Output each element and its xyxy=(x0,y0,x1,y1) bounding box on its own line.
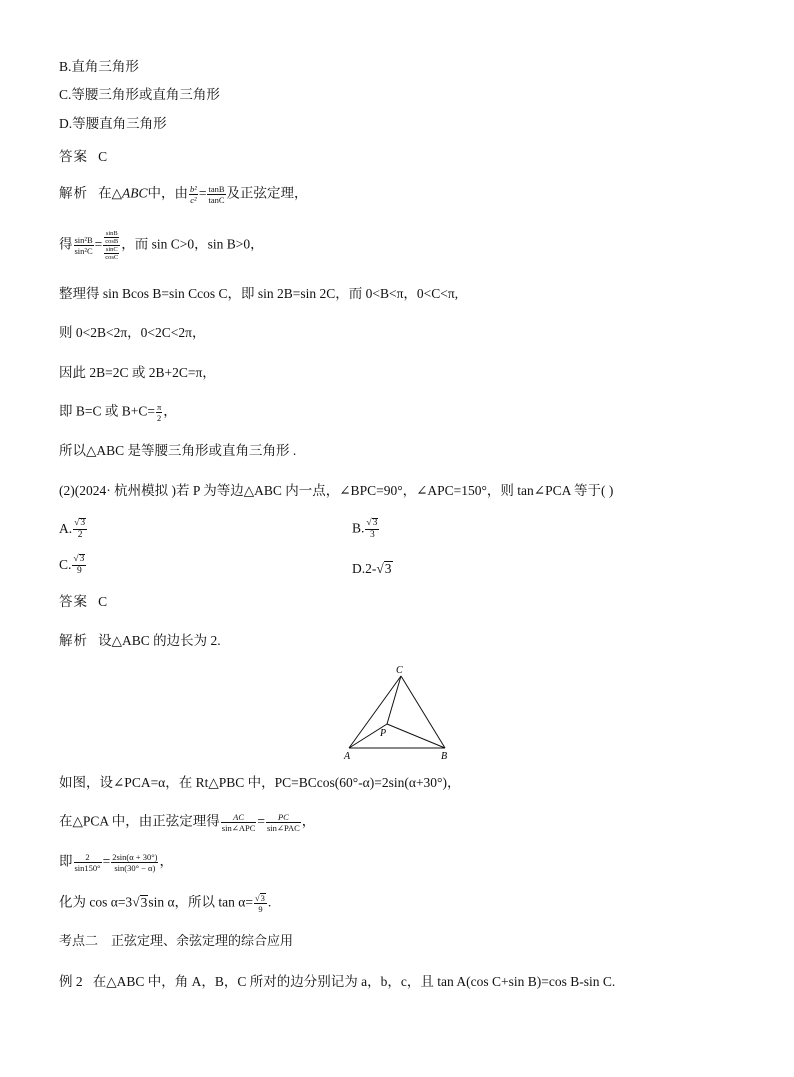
answer-value: C xyxy=(98,149,108,164)
vertex-label-b: B xyxy=(441,751,448,762)
example-label: 例 2 xyxy=(59,974,83,989)
text: 中，由 xyxy=(147,185,189,201)
fraction: $\frac{\text{sin²B}}{\text{sin²C}}$ xyxy=(74,235,93,256)
text: = xyxy=(257,813,265,829)
solution-2-line-1: 如图，设∠PCA=α，在 Rt△PBC 中，PC=BCcos(60°-α)=2sin(α+30°)， xyxy=(59,775,461,790)
section-heading: 考点二 正弦定理、余弦定理的综合应用 xyxy=(59,934,294,949)
solution-1-line-3: 整理得 sin Bcos B=sin Ccos C，即 sin 2B=sin 2C，而 0<B<π，0<C<π, xyxy=(59,286,459,301)
fraction: $\frac{√3}{9}$ xyxy=(255,893,265,914)
fraction: $\frac{\text{b²}}{\text{c²}}$ xyxy=(190,184,197,205)
answer-label: 答案 xyxy=(59,149,88,164)
edge-ac xyxy=(349,676,401,748)
question-2-options-row-1 xyxy=(59,518,659,541)
solution-2-intro xyxy=(59,632,221,650)
solution-2-line-2 xyxy=(59,812,315,833)
solution-1-line-4: 则 0<2B<2π，0<2C<2π， xyxy=(59,325,206,340)
solution-1-line-7: 所以△ABC 是等腰三角形或直角三角形 . xyxy=(59,443,297,458)
compound-fraction: $\frac{\frac{\sin B}{\cos B}}{\frac{\sin C}{\cos C}}$ xyxy=(105,230,119,261)
option-b: B. $\frac{√3}{3}$ xyxy=(352,518,378,540)
text: 即 xyxy=(59,853,73,869)
text: 及正弦定理， xyxy=(226,185,308,201)
triangle-figure xyxy=(340,662,460,762)
answer-value: C xyxy=(98,594,108,609)
fraction: $\frac{2}{\sin 150^\circ}$ xyxy=(74,852,101,873)
option-a: A. $\frac{√3}{2}$ xyxy=(59,518,86,540)
answer-2 xyxy=(59,593,107,611)
fraction: $\frac{2\sin(\alpha + 30^\circ)}{\sin(30^\circ - \alpha)}$ xyxy=(112,852,158,873)
text: ， xyxy=(163,403,177,419)
option-c: C. $\frac{√3}{9}$ xyxy=(59,554,85,576)
text: ， xyxy=(301,813,316,829)
text: 在△ABC 中，角 A，B，C 所对的边分别记为 a，b，c，且 tan A(cos C+sin B)=cos B-sin C. xyxy=(92,974,616,989)
text: = xyxy=(198,185,207,201)
option-b-prev: B.直角三角形 xyxy=(59,59,139,74)
fraction: $\frac{\tan B}{\tan C}$ xyxy=(208,184,225,205)
question-2-stem: (2)(2024· 杭州模拟 )若 P 为等边△ABC 内一点，∠BPC=90°，∠APC=150°，则 tan∠PCA 等于( ) xyxy=(59,483,614,498)
solution-2-line-4: 化为 cos α=3√3sin α，所以 tan α= $\frac{√3}{9}$ . xyxy=(59,893,272,914)
text: = xyxy=(102,853,111,869)
point-label-p: P xyxy=(380,728,387,739)
segment-pc xyxy=(387,676,401,724)
answer-label: 答案 xyxy=(59,594,88,609)
edge-bc xyxy=(401,676,445,748)
text: 设△ABC 的边长为 2. xyxy=(98,633,221,648)
text: 即 B=C 或 B+C= xyxy=(59,403,155,419)
text: 在△PCA 中，由正弦定理得 xyxy=(59,813,220,829)
vertex-label-a: A xyxy=(344,751,351,762)
text: ，而 sin C>0，sin B>0， xyxy=(121,236,264,252)
example-2 xyxy=(59,973,615,991)
text: ， xyxy=(159,853,173,869)
text: 在△ xyxy=(98,185,123,201)
vertex-label-c: C xyxy=(396,665,403,676)
text: . xyxy=(267,894,272,910)
solution-1-line-5: 因此 2B=2C 或 2B+2C=π， xyxy=(59,365,216,380)
text: = xyxy=(94,236,103,252)
solution-label: 解析 xyxy=(59,633,88,648)
text: 得 xyxy=(59,236,73,252)
answer-1 xyxy=(59,148,107,166)
solution-1-line-1 xyxy=(59,184,308,205)
text: ABC xyxy=(122,185,148,201)
option-d-prev: D.等腰直角三角形 xyxy=(59,116,167,131)
fraction: $\frac{AC}{\text{sin∠APC}}$ xyxy=(221,812,256,833)
radicand: 3 xyxy=(140,894,148,910)
question-2-options-row-2 xyxy=(59,554,659,577)
text: sin α，所以 tan α= xyxy=(148,894,253,910)
option-c-prev: C.等腰三角形或直角三角形 xyxy=(59,87,220,102)
solution-1-line-2 xyxy=(59,230,264,261)
segment-pb xyxy=(387,724,445,748)
solution-label: 解析 xyxy=(59,185,88,201)
solution-1-line-6 xyxy=(59,402,177,423)
fraction: $\frac{PC}{\text{sin∠PAC}}$ xyxy=(266,812,300,833)
text: 化为 cos α=3 xyxy=(59,894,133,910)
fraction: $\frac{\pi}{2}$ xyxy=(156,402,162,423)
solution-2-line-3 xyxy=(59,852,173,873)
option-d: D.2-√3 xyxy=(352,561,392,576)
